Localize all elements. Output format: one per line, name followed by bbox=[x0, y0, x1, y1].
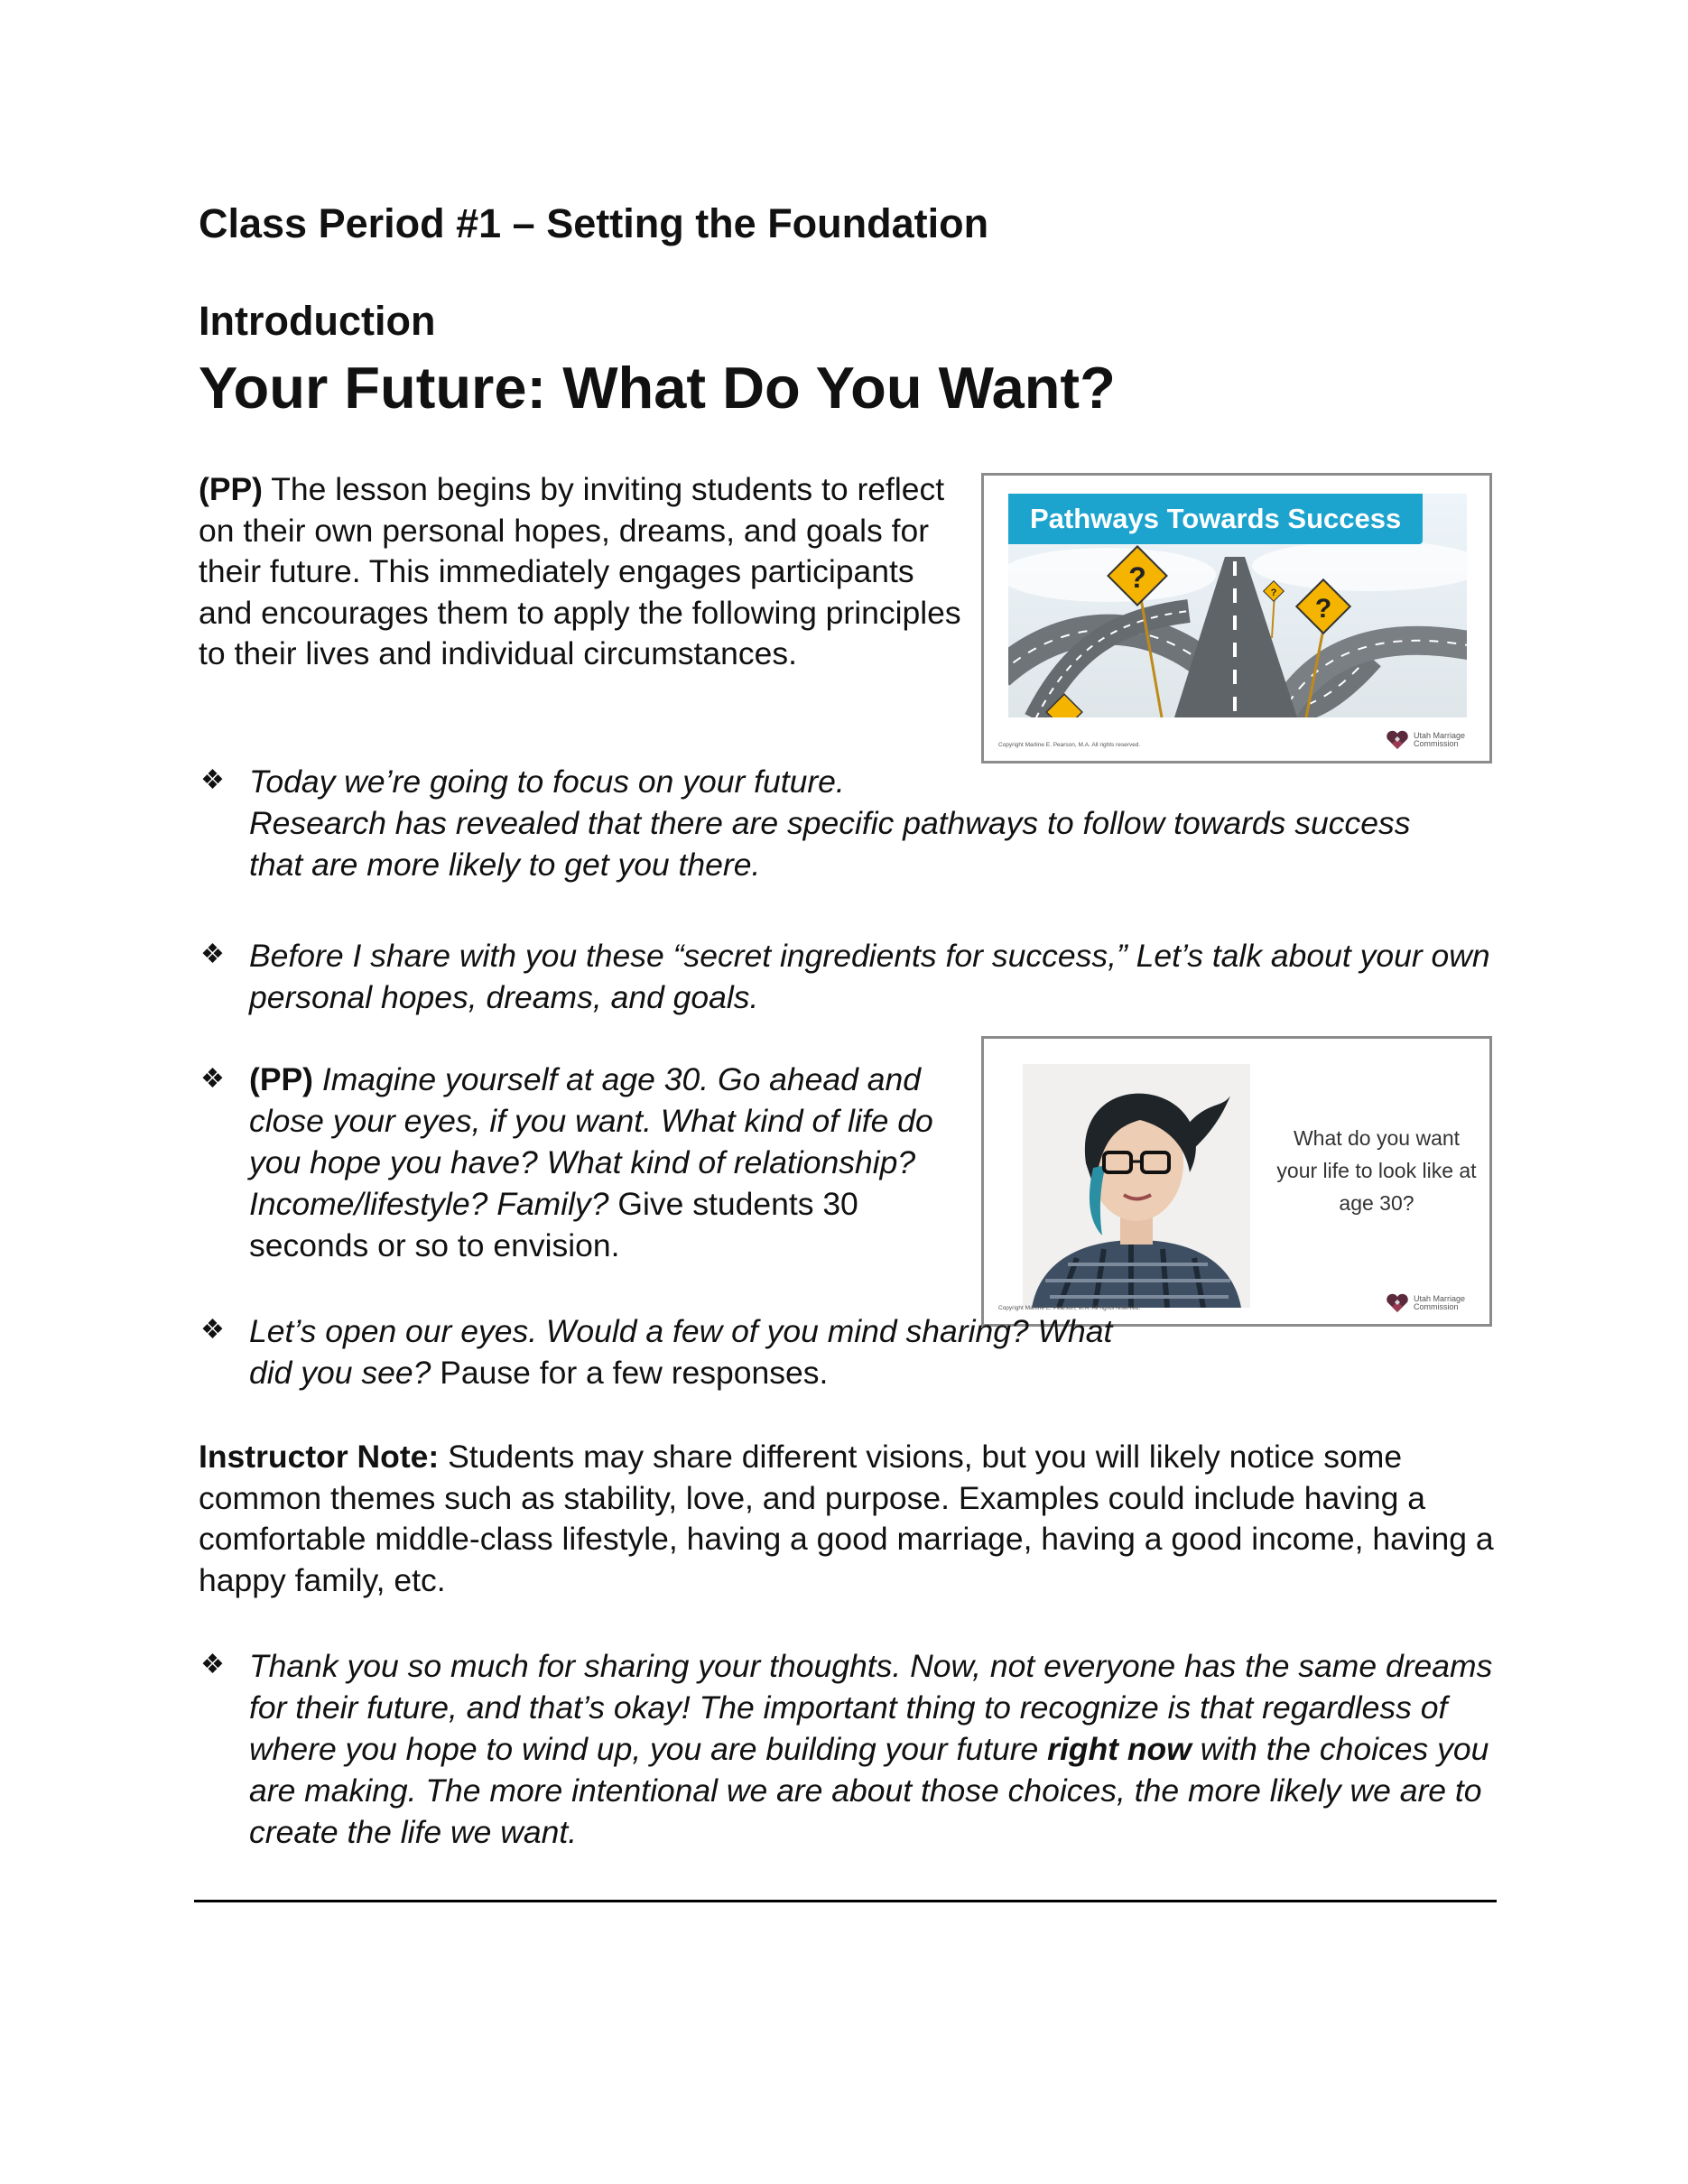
instructor-note-text: Students may share different visions, but you will likely notice some common themes such as stability, love, and purpose. Examples could include having a comfortable middle-class lifestyle, having a good marriage, having a good income, having a happy family, etc. bbox=[199, 1439, 1494, 1598]
bullet-icon: ❖ bbox=[200, 765, 225, 795]
slide-age-30 bbox=[981, 1036, 1492, 1327]
bullet-imagine-age-30 bbox=[249, 1059, 971, 1266]
heart-logo-icon bbox=[1386, 1293, 1409, 1313]
bullet-italic-text: Let’s open our eyes. Would a few of you mind sharing? What did you see? bbox=[249, 1313, 1113, 1391]
utah-marriage-commission-logo bbox=[1386, 730, 1477, 750]
logo-text: Utah Marriage Commission bbox=[1414, 731, 1466, 748]
roads-illustration bbox=[1008, 494, 1467, 717]
intro-paragraph bbox=[199, 469, 966, 675]
instructor-note bbox=[199, 1437, 1498, 1601]
bullet-icon: ❖ bbox=[200, 939, 225, 969]
slide-copyright: Copyright Marline E. Pearson, M.A. All rights reserved. bbox=[998, 1305, 1141, 1311]
intro-text: The lesson begins by inviting students to reflect on their own personal hopes, dreams, and goals for their future. This immediately engages participants and encourages them to apply the following principles to their lives and individual circumstances. bbox=[199, 471, 961, 671]
bullet-instruction-text: Pause for a few responses. bbox=[431, 1355, 829, 1391]
bullet-icon: ❖ bbox=[200, 1650, 225, 1680]
bullet-open-eyes bbox=[249, 1310, 1152, 1393]
portrait-image bbox=[1023, 1064, 1250, 1308]
page-title: Your Future: What Do You Want? bbox=[199, 355, 1116, 421]
bullet-icon: ❖ bbox=[200, 1315, 225, 1345]
class-period-heading: Class Period #1 – Setting the Foundation bbox=[199, 200, 989, 246]
section-heading: Introduction bbox=[199, 298, 436, 344]
bullet-instruction-text: Give students 30 seconds or so to envision. bbox=[249, 1186, 858, 1263]
heart-logo-icon bbox=[1386, 730, 1409, 750]
bullet-secret-ingredients: Before I share with you these “secret ingredients for success,” Let’s talk about your own personal hopes, dreams, and goals. bbox=[249, 938, 1490, 1015]
bullet-focus-on-future bbox=[249, 761, 1513, 885]
svg-text:?: ? bbox=[1270, 588, 1277, 598]
bullet-text-before: Thank you so much for sharing your thoughts. Now, not everyone has the same dreams for their future, and that’s okay! The important thing to recognize is that regardless of where you hope to wind up, you are building your future bbox=[249, 1648, 1493, 1767]
pp-marker: (PP) bbox=[249, 1061, 313, 1097]
bullet-text-line1: Today we’re going to focus on your future. bbox=[249, 763, 845, 800]
bullet-bold-text: right now bbox=[1047, 1731, 1192, 1767]
slide-banner: Pathways Towards Success bbox=[1008, 494, 1423, 544]
svg-text:?: ? bbox=[1128, 561, 1146, 594]
instructor-note-label: Instructor Note: bbox=[199, 1439, 440, 1475]
svg-text:?: ? bbox=[1314, 594, 1332, 624]
slide-question-text: What do you want your life to look like at age 30? bbox=[1276, 1126, 1477, 1215]
logo-text: Utah Marriage Commission bbox=[1414, 1294, 1466, 1311]
bullet-thank-you bbox=[249, 1645, 1513, 1853]
utah-marriage-commission-logo bbox=[1386, 1293, 1477, 1313]
horizontal-rule bbox=[194, 1900, 1497, 1902]
slide-pathways-towards-success bbox=[981, 473, 1492, 763]
bullet-text-after: with the choices you are making. The more intentional we are about those choices, the more likely we are to create the life we want. bbox=[249, 1731, 1489, 1850]
pp-marker: (PP) bbox=[199, 471, 263, 507]
bullet-italic-text: Imagine yourself at age 30. Go ahead and close your eyes, if you want. What kind of life do you hope you have? What kind of relationship? Income/lifestyle? Family? bbox=[249, 1061, 933, 1222]
slide-copyright: Copyright Marline E. Pearson, M.A. All rights reserved. bbox=[998, 742, 1141, 748]
bullet-icon: ❖ bbox=[200, 1064, 225, 1094]
bullet-text-line2: Research has revealed that there are specific pathways to follow towards success that are more likely to get you there. bbox=[249, 805, 1411, 883]
woman-photo bbox=[1023, 1064, 1250, 1308]
